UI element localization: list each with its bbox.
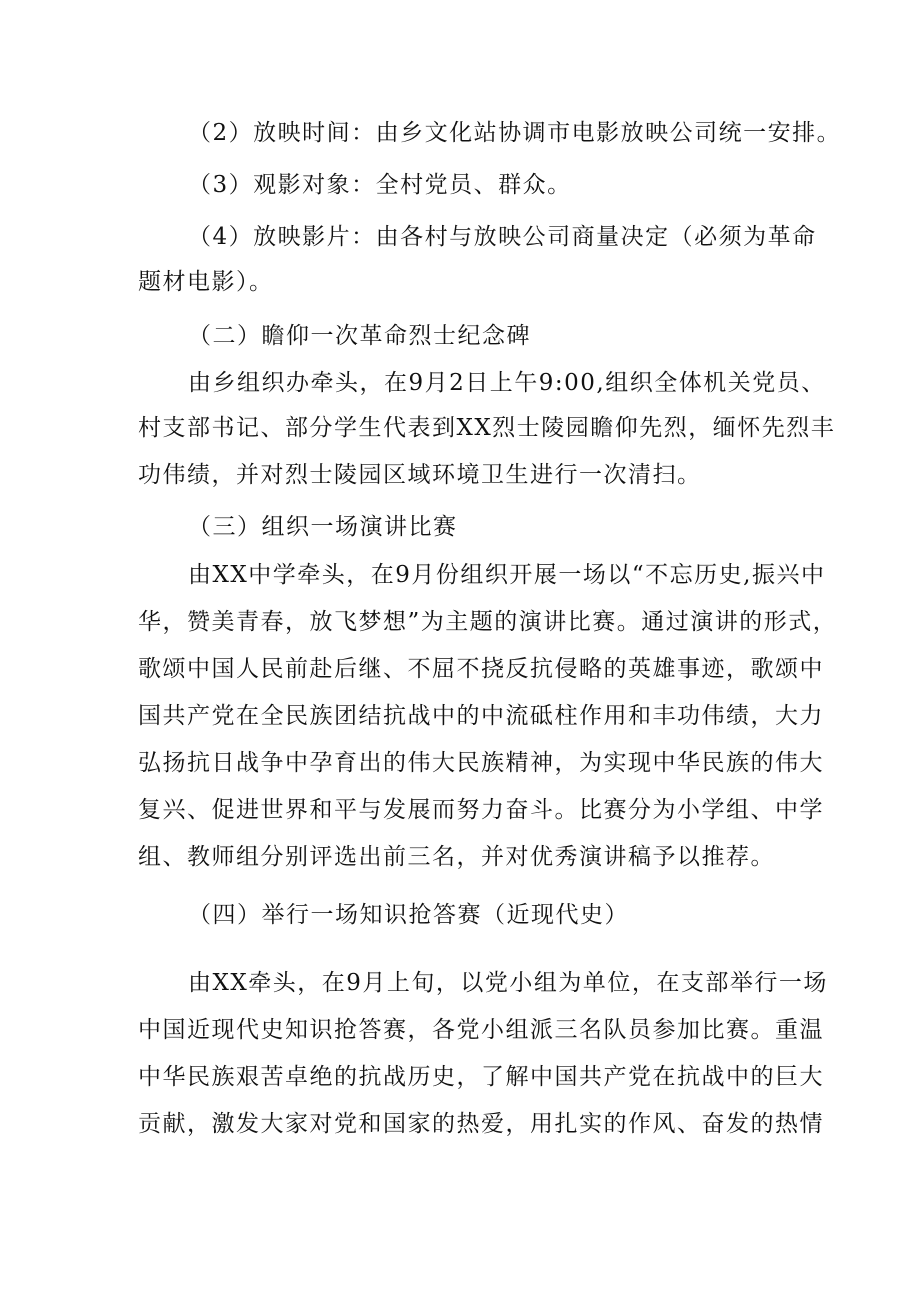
text-line: （4）放映影片：由各村与放映公司商量决定（必须为革命 bbox=[188, 224, 817, 250]
text-line: 中华民族艰苦卓绝的抗战历史，了解中国共产党在抗战中的巨大 bbox=[138, 1064, 824, 1090]
text-line: 华，赞美青春，放飞梦想”为主题的演讲比赛。通过演讲的形式， bbox=[138, 609, 838, 635]
text-line: 贡献，激发大家对党和国家的热爱，用扎实的作风、奋发的热情 bbox=[138, 1111, 824, 1137]
text-line: 歌颂中国人民前赴后继、不屈不挠反抗侵略的英雄事迹，歌颂中 bbox=[138, 656, 824, 682]
text-line: 由乡组织办牵头，在9月2日上午9:00,组织全体机关党员、 bbox=[188, 370, 826, 396]
text-line: 题材电影）。 bbox=[138, 269, 274, 295]
text-line: 功伟绩，并对烈士陵园区域环境卫生进行一次清扫。 bbox=[138, 462, 702, 488]
text-line: （2）放映时间：由乡文化站协调市电影放映公司统一安排。 bbox=[188, 120, 842, 146]
section-heading: （二）瞻仰一次革命烈士纪念碑 bbox=[188, 323, 531, 349]
text-line: 中国近现代史知识抢答赛，各党小组派三名队员参加比赛。重温 bbox=[138, 1017, 824, 1043]
text-line: 由XX中学牵头，在9月份组织开展一场以“不忘历史,振兴中 bbox=[188, 562, 826, 588]
text-line: （3）观影对象：全村党员、群众。 bbox=[188, 172, 572, 198]
text-line: 组、教师组分别评选出前三名，并对优秀演讲稿予以推荐。 bbox=[138, 844, 775, 870]
text-line: 国共产党在全民族团结抗战中的中流砥柱作用和丰功伟绩，大力 bbox=[138, 703, 824, 729]
text-line: 村支部书记、部分学生代表到XX烈士陵园瞻仰先烈，缅怀先烈丰 bbox=[138, 415, 836, 441]
section-heading: （四）举行一场知识抢答赛（近现代史） bbox=[188, 902, 629, 928]
section-heading: （三）组织一场演讲比赛 bbox=[188, 514, 458, 540]
text-line: 弘扬抗日战争中孕育出的伟大民族精神，为实现中华民族的伟大 bbox=[138, 750, 824, 776]
text-line: 由XX牵头，在9月上旬，以党小组为单位，在支部举行一场 bbox=[188, 970, 828, 996]
text-line: 复兴、促进世界和平与发展而努力奋斗。比赛分为小学组、中学 bbox=[138, 797, 824, 823]
